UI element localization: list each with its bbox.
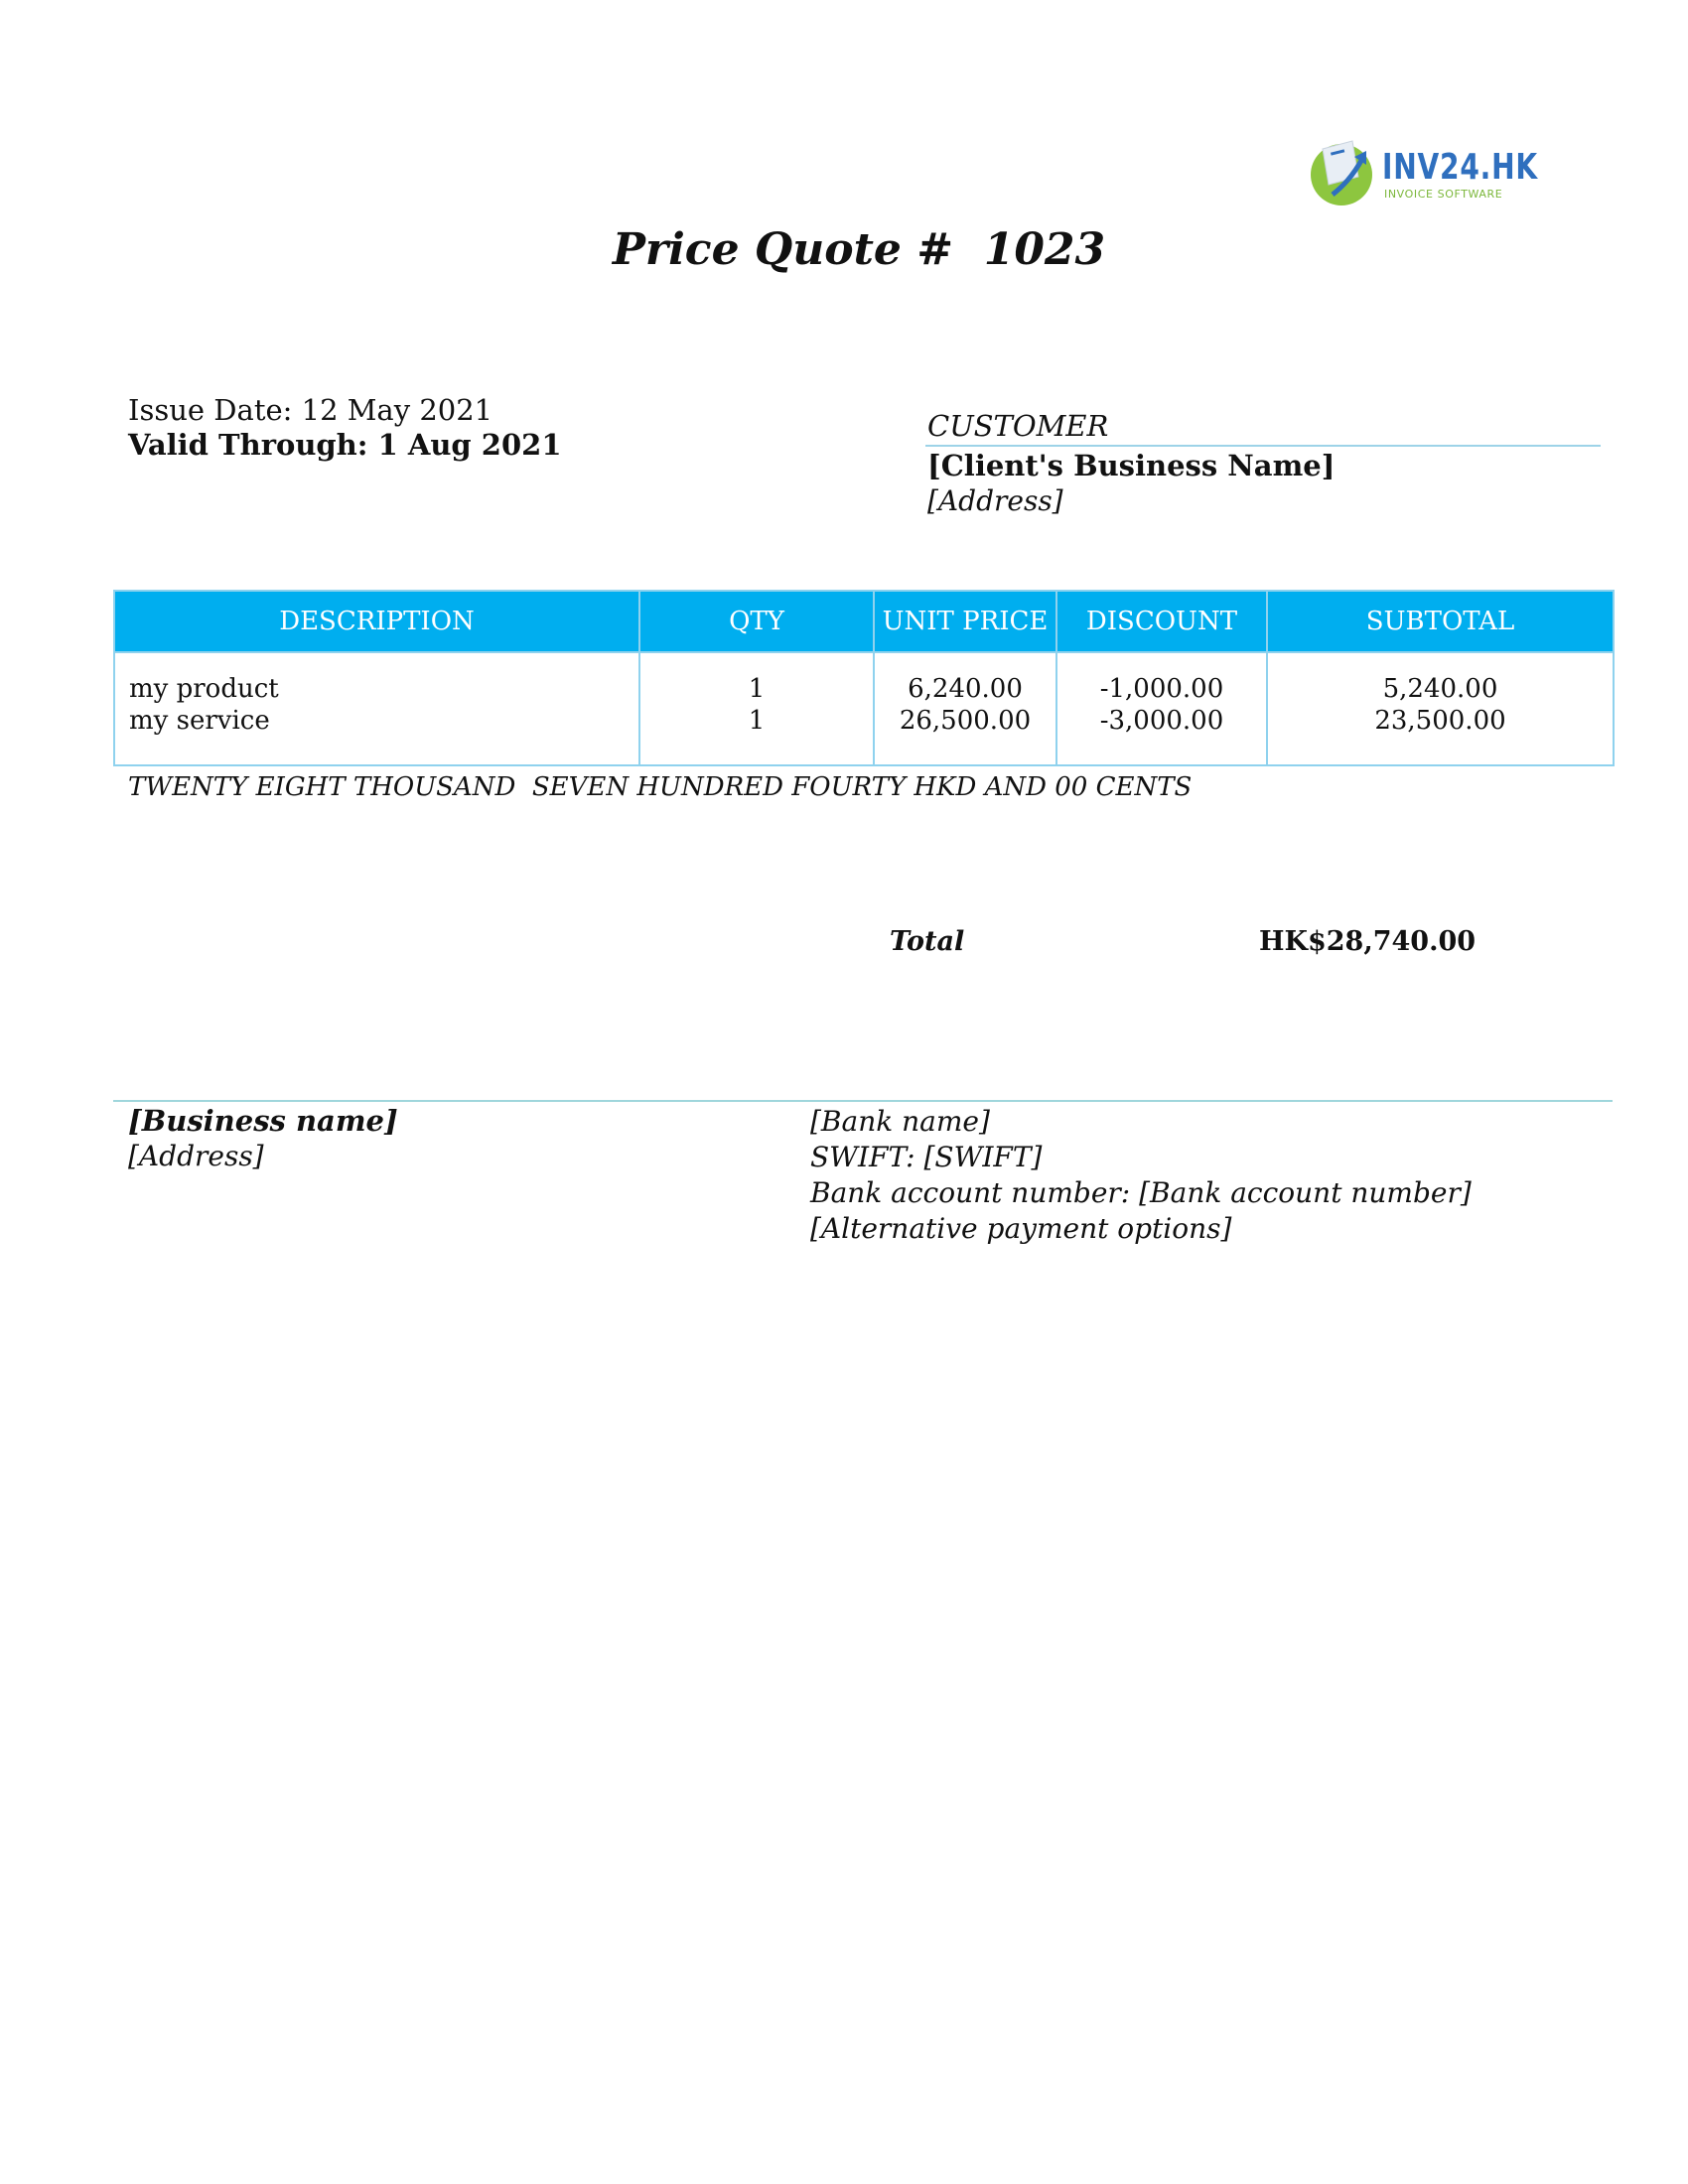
invoice-arrow-logo-icon bbox=[1309, 137, 1378, 208]
customer-address: [Address] bbox=[927, 484, 1063, 517]
item-unit-price: 6,240.00 bbox=[908, 674, 1023, 704]
item-subtotal: 23,500.00 bbox=[1374, 706, 1506, 736]
item-subtotal: 5,240.00 bbox=[1382, 674, 1498, 704]
bank-account-number: Bank account number: [Bank account number] bbox=[810, 1176, 1472, 1209]
customer-label: CUSTOMER bbox=[925, 409, 1601, 447]
customer-block bbox=[925, 409, 1601, 517]
company-logo bbox=[1309, 137, 1538, 208]
footer-divider bbox=[113, 1100, 1613, 1102]
amount-in-words: TWENTY EIGHT THOUSAND SEVEN HUNDRED FOURTY HKD AND 00 CENTS bbox=[128, 772, 1193, 802]
valid-through-date: Valid Through: 1 Aug 2021 bbox=[128, 428, 562, 462]
logo-tagline: INVOICE SOFTWARE bbox=[1384, 188, 1503, 201]
column-header-qty: QTY bbox=[639, 591, 874, 652]
customer-name: [Client's Business Name] bbox=[927, 449, 1336, 482]
subtotal-cell bbox=[1267, 652, 1614, 765]
total-label: Total bbox=[890, 926, 965, 957]
qty-cell bbox=[639, 652, 874, 765]
table-row bbox=[114, 652, 1614, 765]
swift-code: SWIFT: [SWIFT] bbox=[810, 1141, 1043, 1173]
discount-cell bbox=[1056, 652, 1267, 765]
line-items-table bbox=[113, 590, 1615, 766]
column-header-description: DESCRIPTION bbox=[114, 591, 639, 652]
document-title: Price Quote # 1023 bbox=[612, 224, 1106, 275]
item-discount: -1,000.00 bbox=[1099, 674, 1224, 704]
bank-details bbox=[810, 1104, 1472, 1247]
logo-name: INV24.HK bbox=[1382, 147, 1538, 188]
item-discount: -3,000.00 bbox=[1099, 706, 1224, 736]
unit-price-cell bbox=[874, 652, 1056, 765]
item-qty: 1 bbox=[748, 706, 766, 736]
business-address: [Address] bbox=[128, 1140, 264, 1172]
description-cell bbox=[114, 652, 639, 765]
column-header-discount: DISCOUNT bbox=[1056, 591, 1267, 652]
item-qty: 1 bbox=[748, 674, 766, 704]
item-description: my service bbox=[129, 706, 270, 736]
column-header-unit-price: UNIT PRICE bbox=[874, 591, 1056, 652]
business-name: [Business name] bbox=[128, 1104, 398, 1138]
total-value: HK$28,740.00 bbox=[1259, 926, 1477, 957]
issue-date: Issue Date: 12 May 2021 bbox=[128, 393, 493, 427]
bank-name: [Bank name] bbox=[810, 1105, 990, 1138]
column-header-subtotal: SUBTOTAL bbox=[1267, 591, 1614, 652]
item-description: my product bbox=[129, 674, 279, 704]
table-header-row bbox=[114, 591, 1614, 652]
item-unit-price: 26,500.00 bbox=[899, 706, 1032, 736]
alternative-payment-options: [Alternative payment options] bbox=[810, 1212, 1232, 1245]
